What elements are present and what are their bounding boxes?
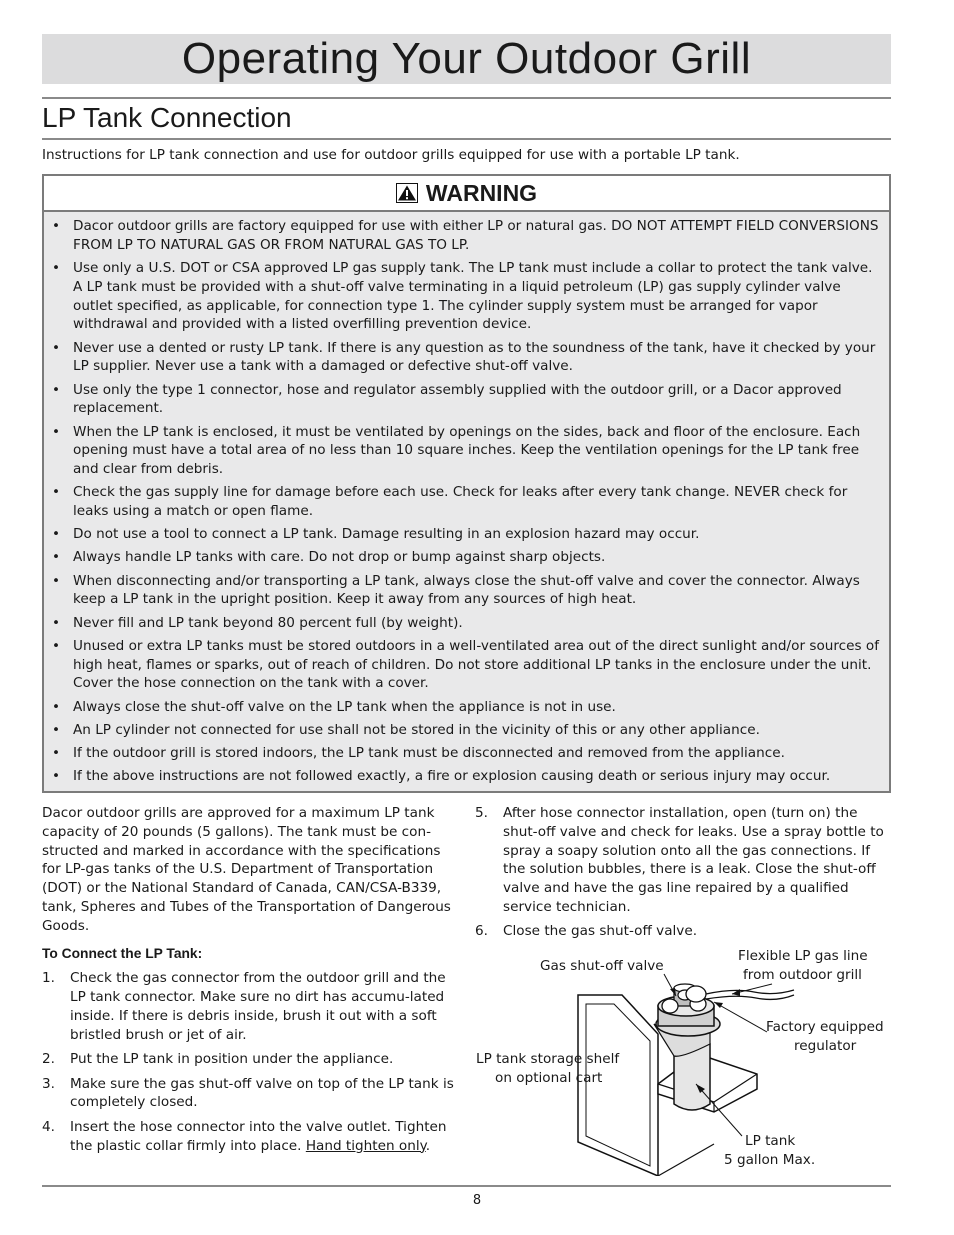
warning-item: • When disconnecting and/or transporting a LP tank, always close the shut-off valve and cover the connector. Always keep a LP tank in the upright position. Keep it away from any sources of high heat. xyxy=(51,572,879,610)
step-text: After hose connector installation, open (turn on) the shut-off valve and check for leaks. Use a spray bottle to spray a soapy solution onto all the gas connections. If the solution bubbles, there is a leak. Close the shut-off valve and have the gas line repaired by a qualified service technician. xyxy=(503,805,884,915)
warning-item: • Dacor outdoor grills are factory equipped for use with either LP or natural gas. DO NOT ATTEMPT FIELD CONVERSIONS FROM LP TO NATURAL GAS OR FROM NATURAL GAS TO LP. xyxy=(51,217,879,255)
step-number: 6. xyxy=(475,923,488,940)
label-tank-line2: 5 gallon Max. xyxy=(724,1152,816,1168)
step-item xyxy=(42,969,460,1044)
warning-item: • Use only the type 1 connector, hose and regulator assembly supplied with the outdoor grill, or a Dacor approved replacement. xyxy=(51,381,879,419)
warning-item: • Always handle LP tanks with care. Do not drop or bump against sharp objects. xyxy=(51,548,879,567)
step-number: 3. xyxy=(42,1075,55,1092)
warning-item: • Use only a U.S. DOT or CSA approved LP gas supply tank. The LP tank must include a collar to protect the tank valve. A LP tank must be provided with a shut-off valve terminating in a liquid petroleum (LP) gas supply cylinder valve outlet specified, as applicable, for connection type 1. The cylinder supply system must be arranged for vapor withdrawal and provided with a listed overfilling prevention device. xyxy=(51,259,879,334)
warning-item: • Always close the shut-off valve on the LP tank when the appliance is not in use. xyxy=(51,698,879,717)
step-number: 2. xyxy=(42,1051,55,1068)
step-text: Make sure the gas shut-off valve on top of the LP tank is completely closed. xyxy=(70,1075,454,1111)
left-column xyxy=(42,804,460,1161)
step-text: Insert the hose connector into the valve outlet. Tighten the plastic collar firmly into place. xyxy=(70,1118,447,1154)
section-divider-top xyxy=(42,97,891,99)
warning-item: • Never use a dented or rusty LP tank. If there is any question as to the soundness of the tank, have it checked by your LP supplier. Never use a tank with a damaged or defective shut-off valve. xyxy=(51,339,879,377)
warning-item: • If the above instructions are not followed exactly, a fire or explosion causing death or serious injury may occur. xyxy=(51,767,879,786)
warning-title: WARNING xyxy=(425,179,538,206)
intro-text: Instructions for LP tank connection and use for outdoor grills equipped for use with a portable LP tank. xyxy=(42,147,740,163)
warning-list xyxy=(44,212,889,786)
page-title: Operating Your Outdoor Grill xyxy=(181,34,752,83)
label-shelf-line1: LP tank storage shelf xyxy=(476,1051,620,1067)
warning-item: • Never fill and LP tank beyond 80 percent full (by weight). xyxy=(51,614,879,633)
step-item xyxy=(475,922,893,941)
label-regulator-line1: Factory equipped xyxy=(766,1019,884,1035)
warning-item: • Unused or extra LP tanks must be stored outdoors in a well-ventilated area out of the direct sunlight and/or sources of high heat, flames or sparks, out of reach of children. Do not store additional LP tanks in the enclosure under the unit. Cover the hose connection on the tank with a cover. xyxy=(51,637,879,693)
lp-tank-diagram xyxy=(474,944,894,1176)
section-divider-bottom xyxy=(42,138,891,140)
label-shelf-line2: on optional cart xyxy=(495,1070,603,1086)
warning-item: • An LP cylinder not connected for use shall not be stored in the vicinity of this or any other appliance. xyxy=(51,721,879,740)
step-item xyxy=(42,1075,460,1113)
footer-divider xyxy=(42,1185,891,1187)
warning-box xyxy=(42,174,891,793)
warning-triangle-icon xyxy=(396,183,418,203)
step-number: 4. xyxy=(42,1118,55,1135)
warning-item: • Do not use a tool to connect a LP tank. Damage resulting in an explosion hazard may occur. xyxy=(51,525,879,544)
step-item xyxy=(42,1118,460,1156)
step-number: 5. xyxy=(475,805,488,821)
step-text: Put the LP tank in position under the appliance. xyxy=(70,1051,394,1068)
label-shutoff-valve: Gas shut-off valve xyxy=(540,958,664,974)
section-title: LP Tank Connection xyxy=(42,102,292,133)
label-tank-line1: LP tank xyxy=(745,1133,796,1149)
step-item xyxy=(475,804,893,917)
steps-list-left xyxy=(42,969,460,1155)
right-column xyxy=(475,804,893,947)
page-number: 8 xyxy=(472,1193,482,1208)
capacity-paragraph: Dacor outdoor grills are approved for a maximum LP tank capacity of 20 pounds (5 gallons). The tank must be con-structed and marked in accordance with the specifications for LP-gas tanks of the U.S. Department of Transportation (DOT) or the National Standard of Canada, CAN/CSA-B339, tank, Spheres and Tubes of the Transportation of Dangerous Goods. xyxy=(42,805,451,934)
warning-item: • If the outdoor grill is stored indoors, the LP tank must be disconnected and removed from the appliance. xyxy=(51,744,879,763)
step-number: 1. xyxy=(42,970,55,987)
label-regulator-line2: regulator xyxy=(794,1038,857,1054)
label-hose-line2: from outdoor grill xyxy=(743,967,862,983)
step-item xyxy=(42,1050,460,1069)
step-emphasis: Hand tighten only xyxy=(305,1137,426,1154)
warning-header xyxy=(44,176,889,212)
page-title-bar xyxy=(42,34,891,84)
step-end: . xyxy=(425,1137,431,1154)
connect-subheading: To Connect the LP Tank: xyxy=(42,945,203,961)
step-text: Check the gas connector from the outdoor grill and the LP tank connector. Make sure no dirt has accumu-lated inside. If there is debris inside, brush it out with a soft bristled brush or jet of air. xyxy=(70,970,446,1043)
step-text: Close the gas shut-off valve. xyxy=(503,923,698,940)
label-hose-line1: Flexible LP gas line xyxy=(738,948,868,964)
warning-item: • When the LP tank is enclosed, it must be ventilated by openings on the sides, back and floor of the enclosure. Each opening must have a total area of no less than 10 square inches. Keep the ventilation openings for the LP tank free and clear from debris. xyxy=(51,423,879,479)
warning-item: • Check the gas supply line for damage before each use. Check for leaks after every tank change. NEVER check for leaks using a match or open flame. xyxy=(51,483,879,521)
steps-list-right xyxy=(475,804,893,941)
